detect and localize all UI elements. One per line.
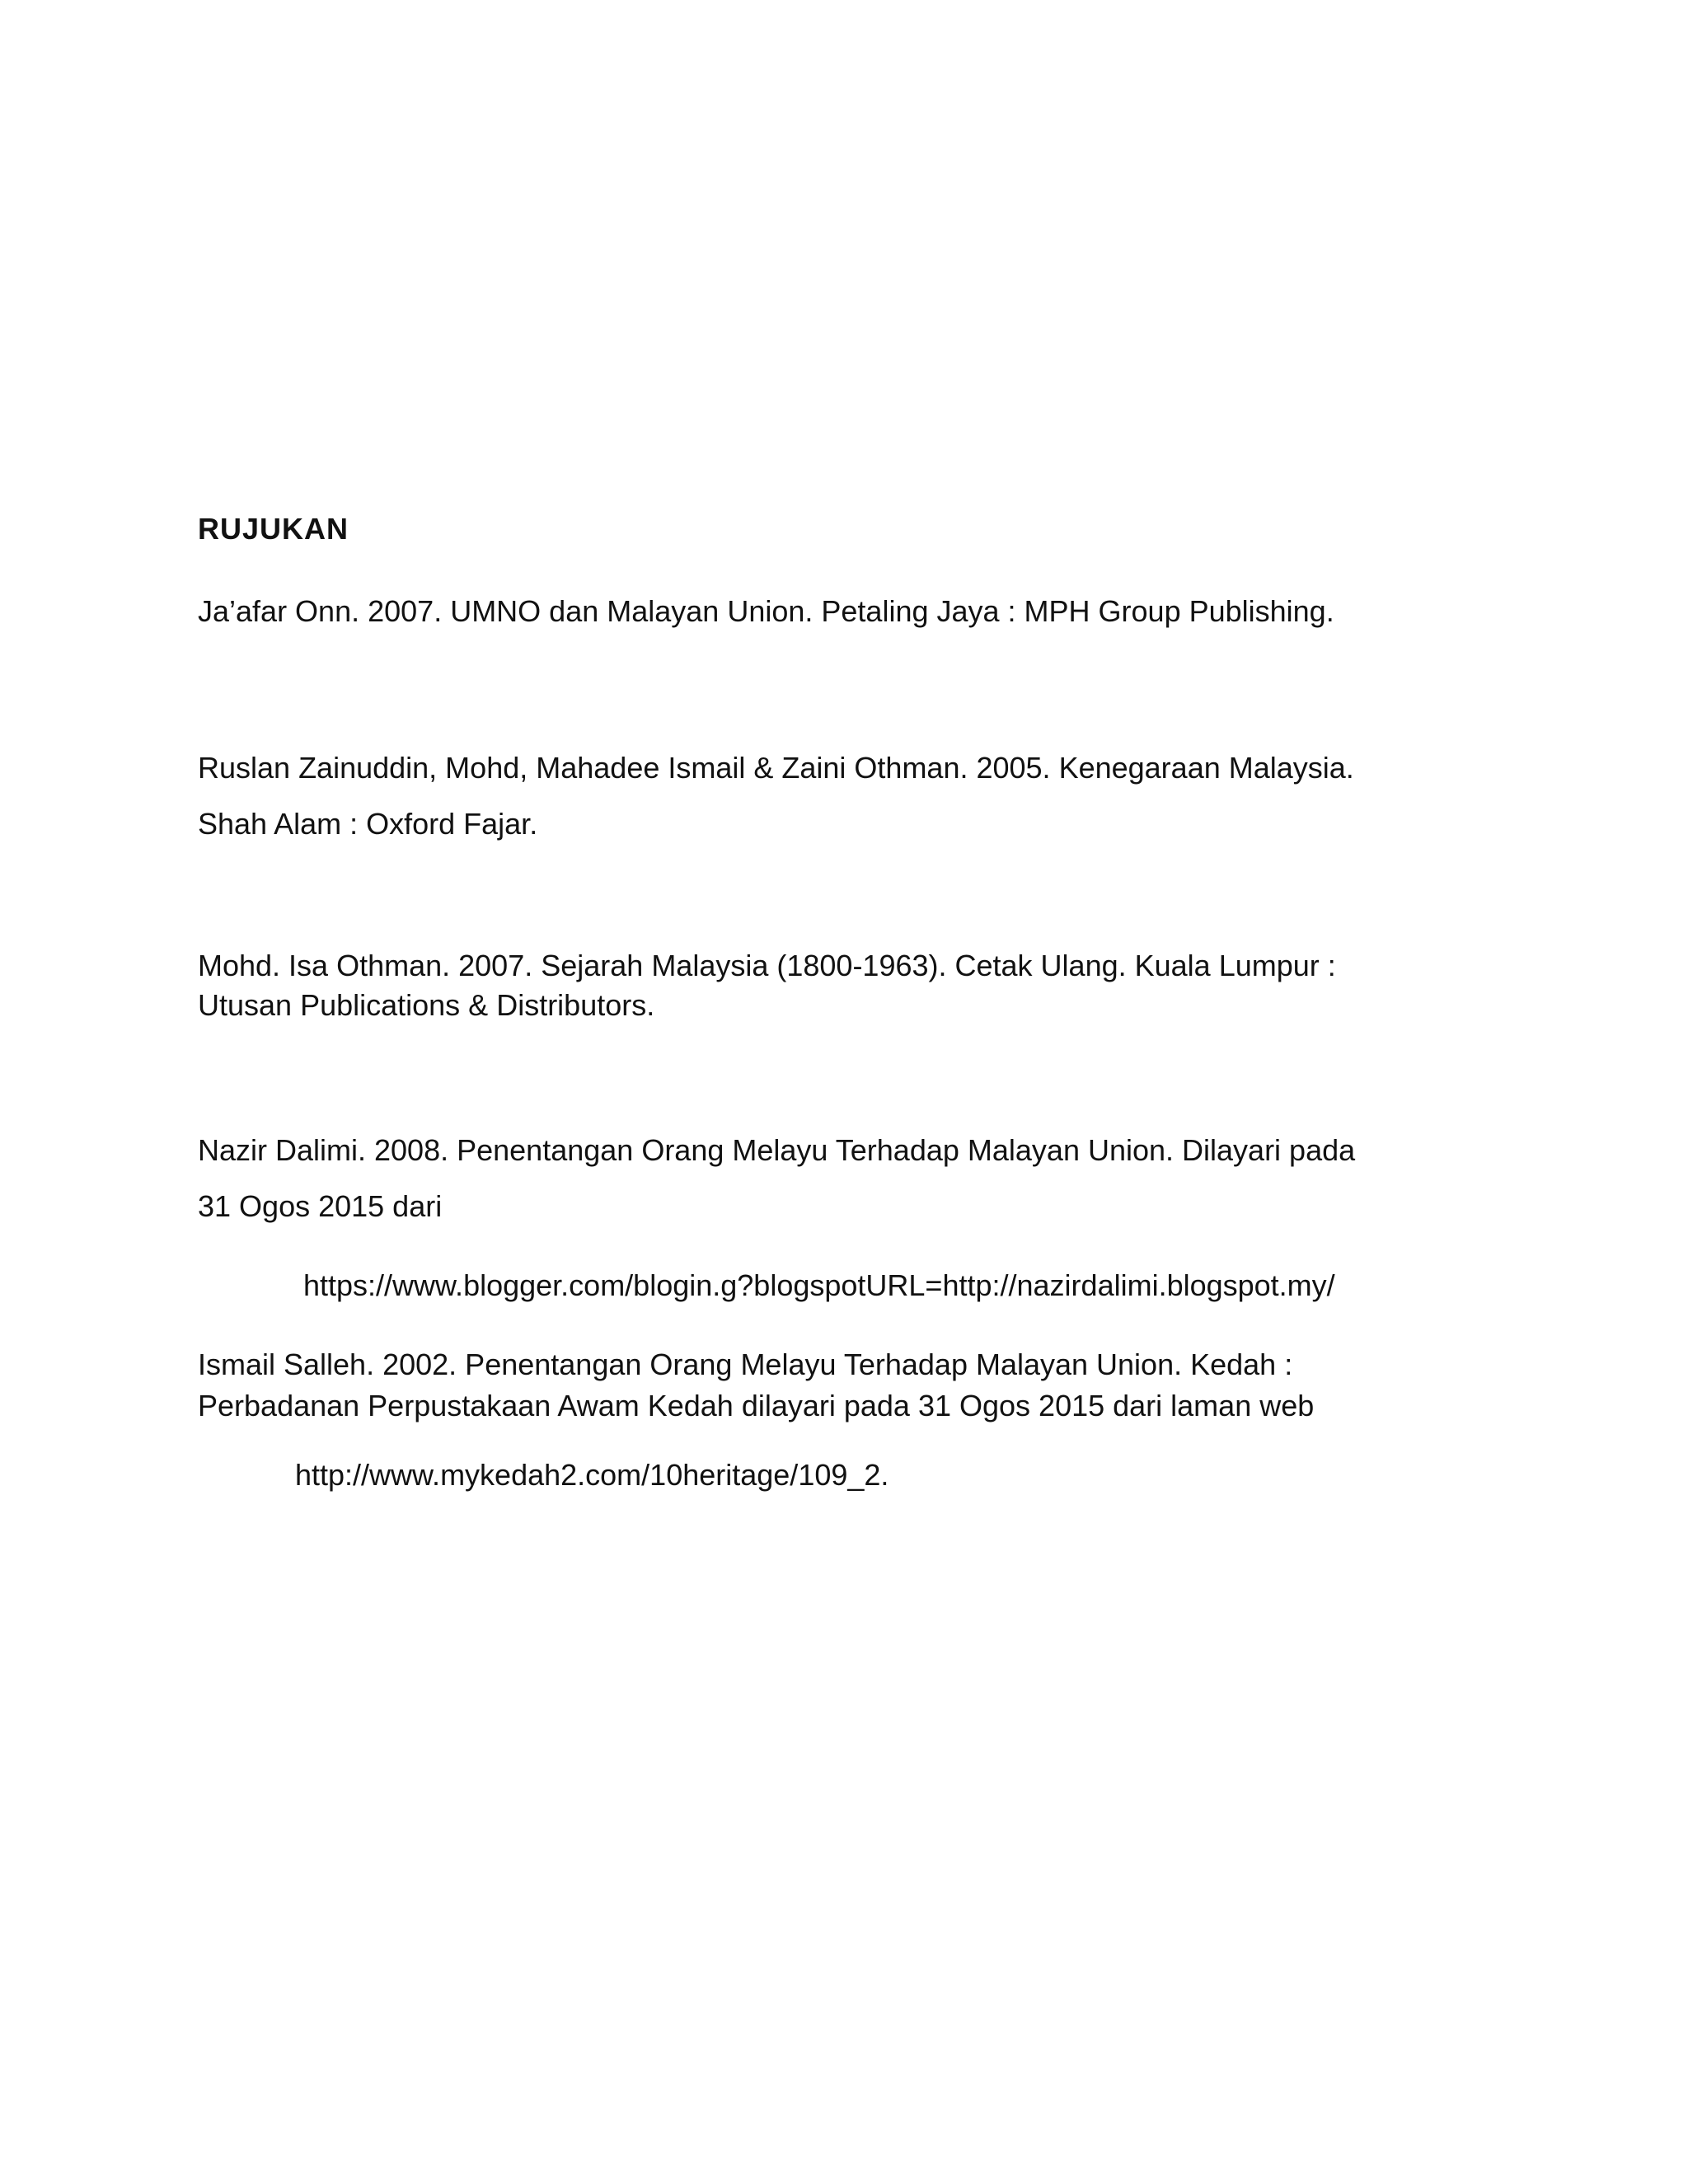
reference-4-line-2: 31 Ogos 2015 dari (198, 1189, 443, 1223)
reference-3-line-2: Utusan Publications & Distributors. (198, 988, 655, 1022)
reference-2-line-1: Ruslan Zainuddin, Mohd, Mahadee Ismail & Zaini Othman. 2005. Kenegaraan Malaysia. (198, 751, 1354, 785)
reference-4-line-1: Nazir Dalimi. 2008. Penentangan Orang Melayu Terhadap Malayan Union. Dilayari pada (198, 1133, 1356, 1167)
reference-5-line-2: Perbadanan Perpustakaan Awam Kedah dilayari pada 31 Ogos 2015 dari laman web (198, 1389, 1315, 1422)
reference-4-url: https://www.blogger.com/blogin.g?blogspotURL=http://nazirdalimi.blogspot.my/ (303, 1268, 1335, 1302)
reference-5-line-1: Ismail Salleh. 2002. Penentangan Orang Melayu Terhadap Malayan Union. Kedah : (198, 1347, 1293, 1381)
reference-2-line-2: Shah Alam : Oxford Fajar. (198, 807, 538, 841)
reference-5-url: http://www.mykedah2.com/10heritage/109_2. (295, 1458, 889, 1492)
reference-1-line-1: Ja’afar Onn. 2007. UMNO dan Malayan Union. Petaling Jaya : MPH Group Publishing. (198, 594, 1334, 628)
page-heading: RUJUKAN (198, 512, 349, 546)
reference-3-line-1: Mohd. Isa Othman. 2007. Sejarah Malaysia (1800-1963). Cetak Ulang. Kuala Lumpur : (198, 949, 1336, 982)
